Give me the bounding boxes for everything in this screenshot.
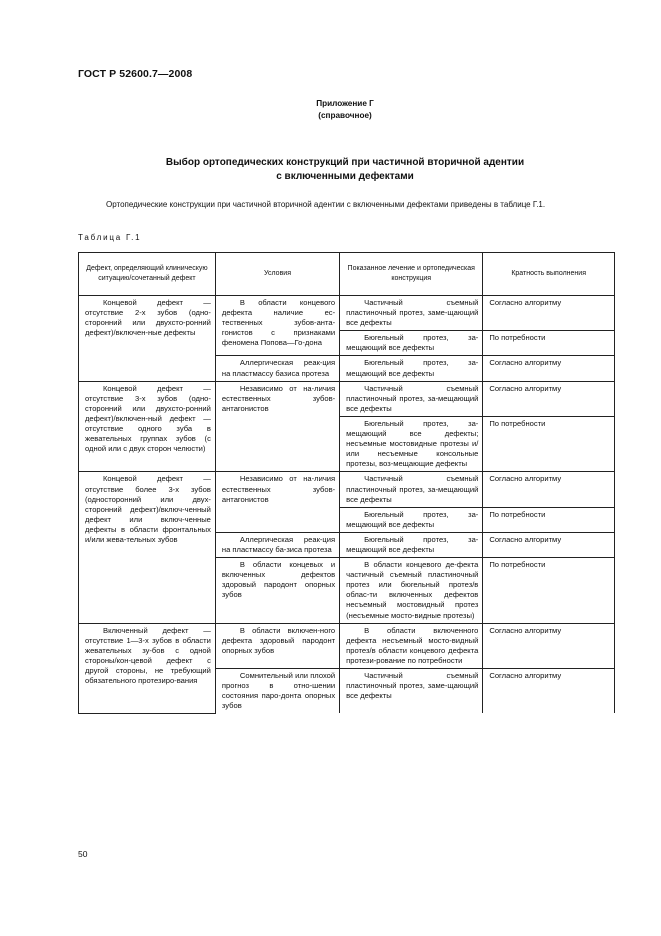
frequency-cell: По потребности (483, 416, 615, 471)
table-header-row (79, 253, 615, 296)
treatment-cell: Бюгельный протез, за-мещающий все дефекты (340, 356, 483, 381)
condition-cell: Аллергическая реак-ция на пластмассу базиса протеза (215, 356, 339, 381)
table-row (79, 381, 615, 416)
header-frequency: Кратность выполнения (483, 253, 615, 296)
frequency-cell: Согласно алгоритму (483, 472, 615, 507)
treatment-cell: Частичный съемный пластиночный протез, заме-щающий все дефекты (340, 296, 483, 331)
treatment-cell: В области концевого де-фекта частичный съемный пластиночный протез или бюгельный протез/в облас-ти включенных дефектов несъемный мостовидный протез (несъемные мосто-видные протезы) (340, 558, 483, 624)
annex-title: Приложение Г (316, 99, 374, 108)
heading-line-2: с включенными дефектами (276, 171, 414, 182)
frequency-cell: Согласно алгоритму (483, 623, 615, 668)
treatment-cell: Бюгельный протез, за-мещающий все дефекты (340, 507, 483, 532)
defect-cell: Концевой дефект — отсутствие более 3-х зубов (односторонний или двух-сторонний дефект)/включ-ченный дефект или включ-ченные дефекты в области фронтальных и/или жева-тельных зубов (79, 472, 216, 623)
frequency-cell: По потребности (483, 558, 615, 624)
annex-type: (справочное) (318, 111, 372, 120)
frequency-cell: Согласно алгоритму (483, 669, 615, 714)
condition-cell: Сомнительный или плохой прогноз в отно-шении состояния паро-донта опорных зубов (215, 669, 339, 714)
treatment-cell: Частичный съемный пластиночный протез, за-мещающий все дефекты (340, 381, 483, 416)
heading-line-1: Выбор ортопедических конструкций при частичной вторичной адентии (165, 157, 525, 168)
treatment-cell: В области включенного дефекта несъемный мосто-видный протез/в области концевого дефекта протези-рование по потребности (340, 623, 483, 668)
table-row (79, 623, 615, 668)
condition-cell: В области включен-ного дефекта здоровый пародонт опорных зубов (215, 623, 339, 668)
frequency-cell: По потребности (483, 507, 615, 532)
condition-cell: Независимо от на-личия естественных зубов-антагонистов (215, 381, 339, 472)
header-defect: Дефект, определяющий клиническую ситуацию/сочетанный дефект (79, 253, 216, 296)
header-treatment: Показанное лечение и ортопедическая конструкция (340, 253, 483, 296)
treatment-cell: Частичный съемный пластиночный протез, за-мещающий все дефекты (340, 472, 483, 507)
frequency-cell: По потребности (483, 331, 615, 356)
table-label: Таблица Г.1 (78, 233, 142, 242)
treatment-cell: Бюгельный протез, за-мещающий все дефекты (340, 331, 483, 356)
frequency-cell: Согласно алгоритму (483, 381, 615, 416)
frequency-cell: Согласно алгоритму (483, 296, 615, 331)
treatment-cell: Бюгельный протез, за-мещающий все дефекты (340, 532, 483, 557)
frequency-cell: Согласно алгоритму (483, 532, 615, 557)
orthopedic-constructions-table (78, 252, 615, 714)
condition-cell: В области концевых и включенных дефектов здоровый пародонт опорных зубов (215, 558, 339, 624)
condition-cell: Аллергическая реак-ция на пластмассу ба-зиса протеза (215, 532, 339, 557)
treatment-cell: Бюгельный протез, за-мещающий все дефекты; несъемные мостовидные протезы и/или несъемные консольные протезы, воз-мещающие дефекты (340, 416, 483, 471)
defect-cell: Концевой дефект — отсутствие 2-х зубов (одно-сторонний или двухсто-ронний дефект)/включен-ные дефекты (79, 296, 216, 382)
table-row (79, 472, 615, 507)
page-number: 50 (78, 849, 88, 859)
treatment-cell: Частичный съемный пластиночный протез, заме-щающий все дефекты (340, 669, 483, 714)
condition-cell: Независимо от на-личия естественных зубов-антагонистов (215, 472, 339, 532)
intro-paragraph: Ортопедические конструкции при частичной вторичной адентии с включенными дефектами приведены в таблице Г.1. (106, 200, 546, 209)
defect-cell: Концевой дефект — отсутствие 3-х зубов (одно-сторонний или двухсто-ронний дефект)/включен-ный дефект — отсутствие одного зуба в жевательных группах зубов (с одной или с двух сторон челюсти) (79, 381, 216, 472)
header-conditions: Условия (215, 253, 339, 296)
standard-number: ГОСТ Р 52600.7—2008 (78, 68, 193, 80)
defect-cell: Включенный дефект — отсутствие 1—3-х зубов в области жевательных зу-бов с одной стороны/кон-цевой дефект с другой стороны, не требующий обязательного протезиро-вания (79, 623, 216, 713)
condition-cell: В области концевого дефекта наличие ес-тественных зубов-анта-гонистов с признаками феномена Попова—Го-дона (215, 296, 339, 356)
frequency-cell: Согласно алгоритму (483, 356, 615, 381)
table-row (79, 296, 615, 331)
